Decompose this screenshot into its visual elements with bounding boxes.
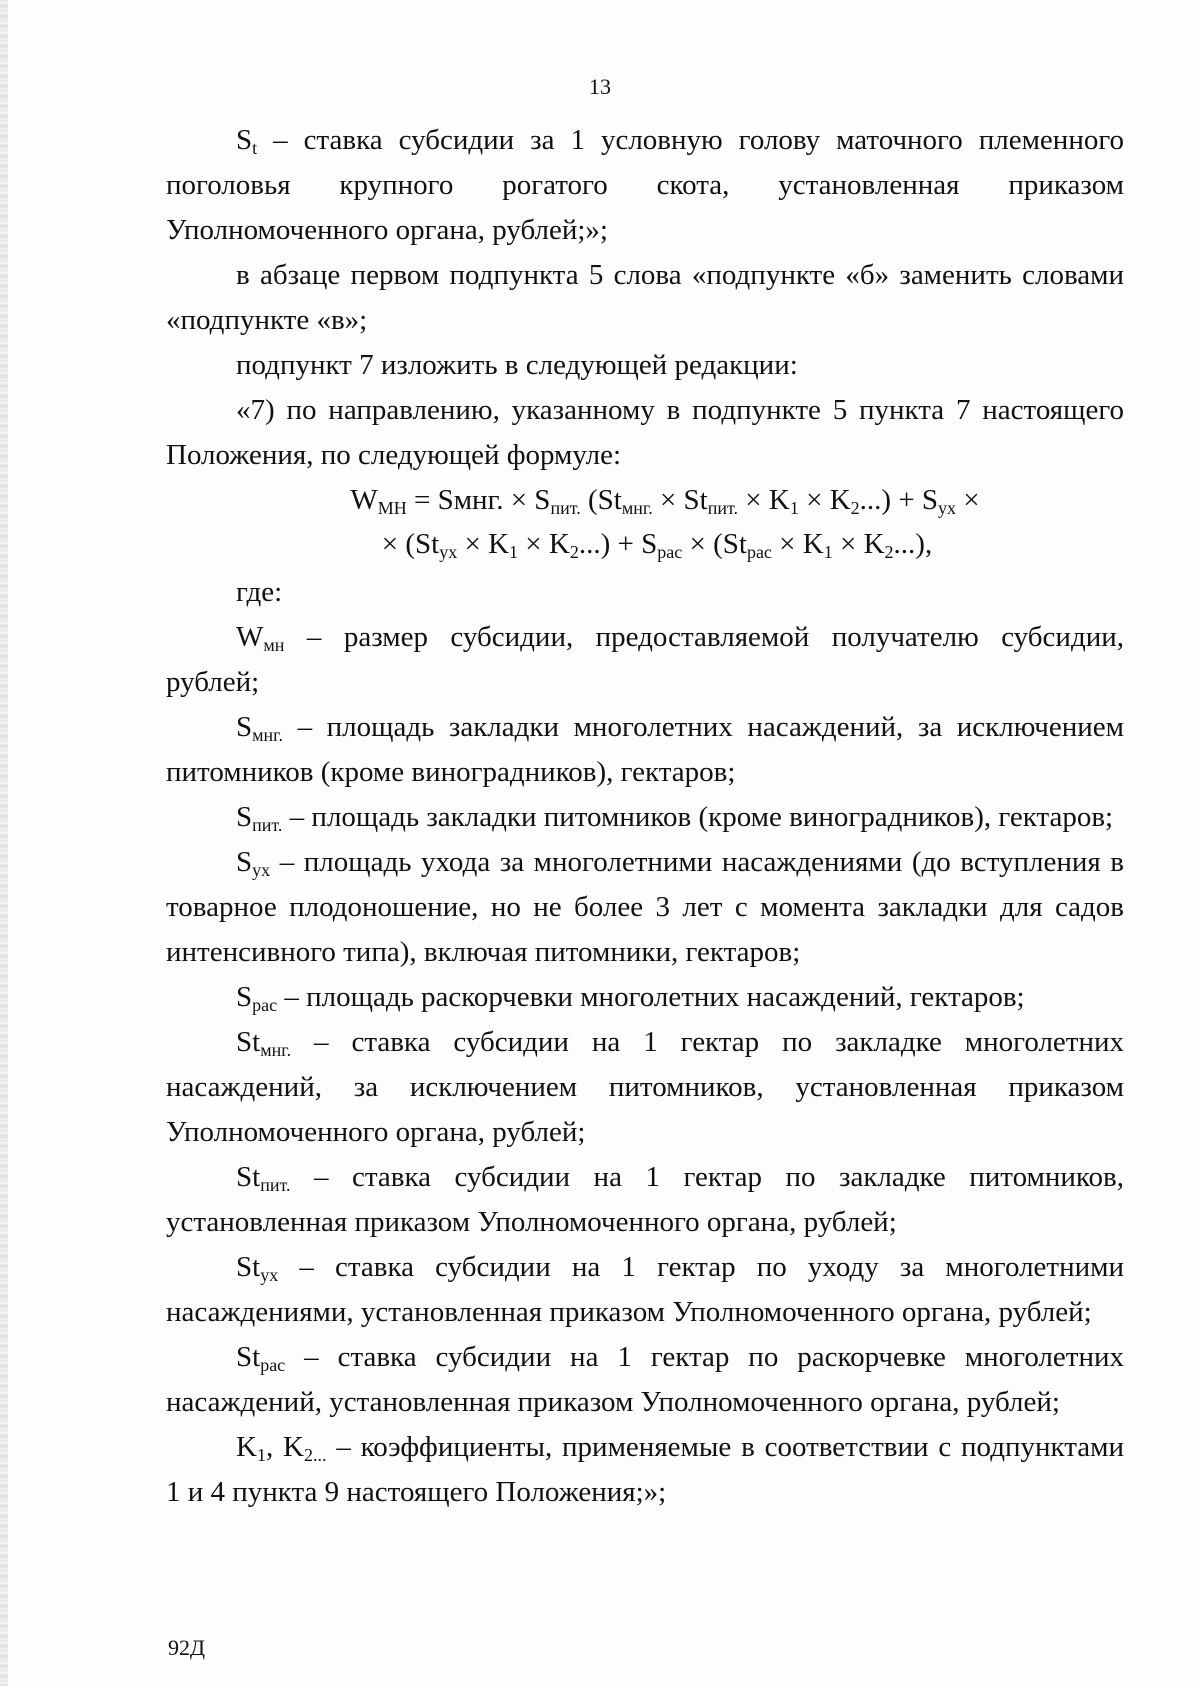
document-body: [166, 118, 1124, 1515]
definition-text: – размер субсидии, предоставляемой получателю субсидии, рублей;: [166, 621, 1124, 698]
formula-eq: = Sмнг. × S: [406, 484, 551, 516]
definition-symbol: S: [236, 711, 253, 743]
formula-k2-sub: 2: [569, 542, 579, 562]
definition-text: – ставка субсидии на 1 гектар по закладке питомников, установленная приказом Уполномоченного органа, рублей;: [166, 1161, 1124, 1238]
definition-subscript: мнг.: [252, 725, 284, 745]
definition-s-pit: [166, 795, 1124, 840]
formula-part: ...),: [893, 528, 933, 560]
formula-k1-sub: 1: [509, 542, 519, 562]
definition-subscript: пит.: [260, 1175, 291, 1195]
definition-subscript: рас: [252, 995, 278, 1015]
formula-part: × (St: [381, 528, 440, 560]
k1-subscript: 1: [256, 1445, 266, 1465]
formula-part: × (St: [682, 528, 747, 560]
definition-text: – ставка субсидии на 1 гектар по раскорчевке многолетних насаждений, установленная приказом Уполномоченного органа, рублей;: [166, 1341, 1124, 1418]
formula-part: × K: [518, 528, 570, 560]
definition-subscript: мнг.: [260, 1040, 292, 1060]
definition-symbol: W: [236, 621, 264, 653]
formula-part: ...) + S: [859, 484, 939, 516]
k-separator: , K: [265, 1431, 304, 1463]
formula-line-2: [166, 522, 1124, 566]
formula-part: ×: [956, 484, 980, 516]
definition-symbol: St: [236, 1341, 261, 1373]
definition-text: – ставка субсидии на 1 гектар по закладке многолетних насаждений, за исключением питомников, установленная приказом Уполномоченного органа, рублей;: [166, 1026, 1124, 1148]
st-definition-text: – ставка субсидии за 1 условную голову маточного племенного поголовья крупного рогатого скота, установленная приказом Уполномоченного органа, рублей;»;: [166, 124, 1125, 246]
formula-k1-sub: 1: [789, 498, 799, 518]
k-definition-text: – коэффициенты, применяемые в соответствии с подпунктами 1 и 4 пункта 9 настоящего Положения;»;: [166, 1431, 1124, 1508]
formula-part: × K: [798, 484, 851, 516]
formula-k1-sub: 1: [823, 542, 833, 562]
definition-text: – площадь ухода за многолетними насаждениями (до вступления в товарное плодоношение, но не более 3 лет с момента закладки для садов интенсивного типа), включая питомники, гектаров;: [166, 846, 1124, 968]
definition-s-yx: [166, 840, 1124, 975]
k2-subscript: 2...: [304, 1445, 327, 1465]
definition-symbol: S: [236, 846, 253, 878]
formula-part: ...) + S: [578, 528, 658, 560]
definition-subscript: ух: [252, 860, 271, 880]
page-number: 13: [589, 74, 611, 99]
formula-st-mng-sub: мнг.: [621, 498, 653, 518]
formula-k2-sub: 2: [884, 542, 894, 562]
st-definition: [166, 118, 1124, 253]
k1-symbol: K: [236, 1431, 257, 1463]
definition-symbol: S: [236, 801, 253, 833]
paragraph-abzac: в абзаце первом подпункта 5 слова «подпункте «б» заменить словами «подпункте «в»;: [166, 259, 1124, 336]
definition-st-pit: [166, 1155, 1124, 1245]
formula-k2-sub: 2: [850, 498, 860, 518]
definition-st-yx: [166, 1245, 1124, 1335]
formula-s-pit-sub: пит.: [550, 498, 581, 518]
definition-subscript: пит.: [252, 815, 283, 835]
definition-s-mng: [166, 705, 1124, 795]
formula-w-sub: MH: [377, 498, 407, 518]
formula-st-ras-sub: рас: [746, 542, 772, 562]
formula-part: × St: [652, 484, 708, 516]
definition-subscript: рас: [260, 1355, 286, 1375]
where-label: где:: [236, 576, 283, 608]
definition-text: – площадь закладки питомников (кроме виноградников), гектаров;: [282, 801, 1114, 833]
formula-w: W: [350, 484, 378, 516]
definition-symbol: S: [236, 981, 253, 1013]
definition-text: – площадь закладки многолетних насаждений, за исключением питомников (кроме виноградников), гектаров;: [166, 711, 1124, 788]
definition-symbol: St: [236, 1251, 261, 1283]
definition-s-ras: [166, 975, 1124, 1020]
definition-subscript: ух: [260, 1265, 279, 1285]
paragraph-direction: «7) по направлению, указанному в подпункте 5 пункта 7 настоящего Положения, по следующей формуле:: [166, 394, 1124, 471]
definition-symbol: St: [236, 1026, 261, 1058]
st-symbol: S: [236, 124, 253, 156]
st-subscript: t: [252, 138, 258, 158]
definition-st-ras: [166, 1335, 1124, 1425]
paragraph-podpunkt-7: подпункт 7 изложить в следующей редакции:: [236, 349, 798, 381]
formula-part: × K: [832, 528, 885, 560]
formula-syx-sub: ух: [938, 498, 957, 518]
formula-st-pit-sub: пит.: [707, 498, 739, 518]
footer-document-code: 92Д: [168, 1635, 206, 1660]
definition-symbol: St: [236, 1161, 261, 1193]
definition-text: – площадь раскорчевки многолетних насаждений, гектаров;: [277, 981, 1025, 1013]
definition-subscript: мн: [263, 635, 285, 655]
definition-w-mn: [166, 615, 1124, 705]
scan-edge: [0, 0, 8, 1686]
formula-part: × K: [738, 484, 790, 516]
formula-part: × K: [457, 528, 510, 560]
formula-part: × K: [771, 528, 824, 560]
formula: [166, 478, 1124, 566]
formula-s-ras-sub: рас: [657, 542, 683, 562]
definition-k-coefficients: [166, 1425, 1124, 1515]
definition-text: – ставка субсидии на 1 гектар по уходу за многолетними насаждениями, установленная приказом Уполномоченного органа, рублей;: [166, 1251, 1124, 1328]
formula-st-yx-sub: ух: [439, 542, 458, 562]
formula-part: (St: [580, 484, 622, 516]
definition-st-mng: [166, 1020, 1124, 1155]
formula-line-1: [166, 478, 1124, 522]
